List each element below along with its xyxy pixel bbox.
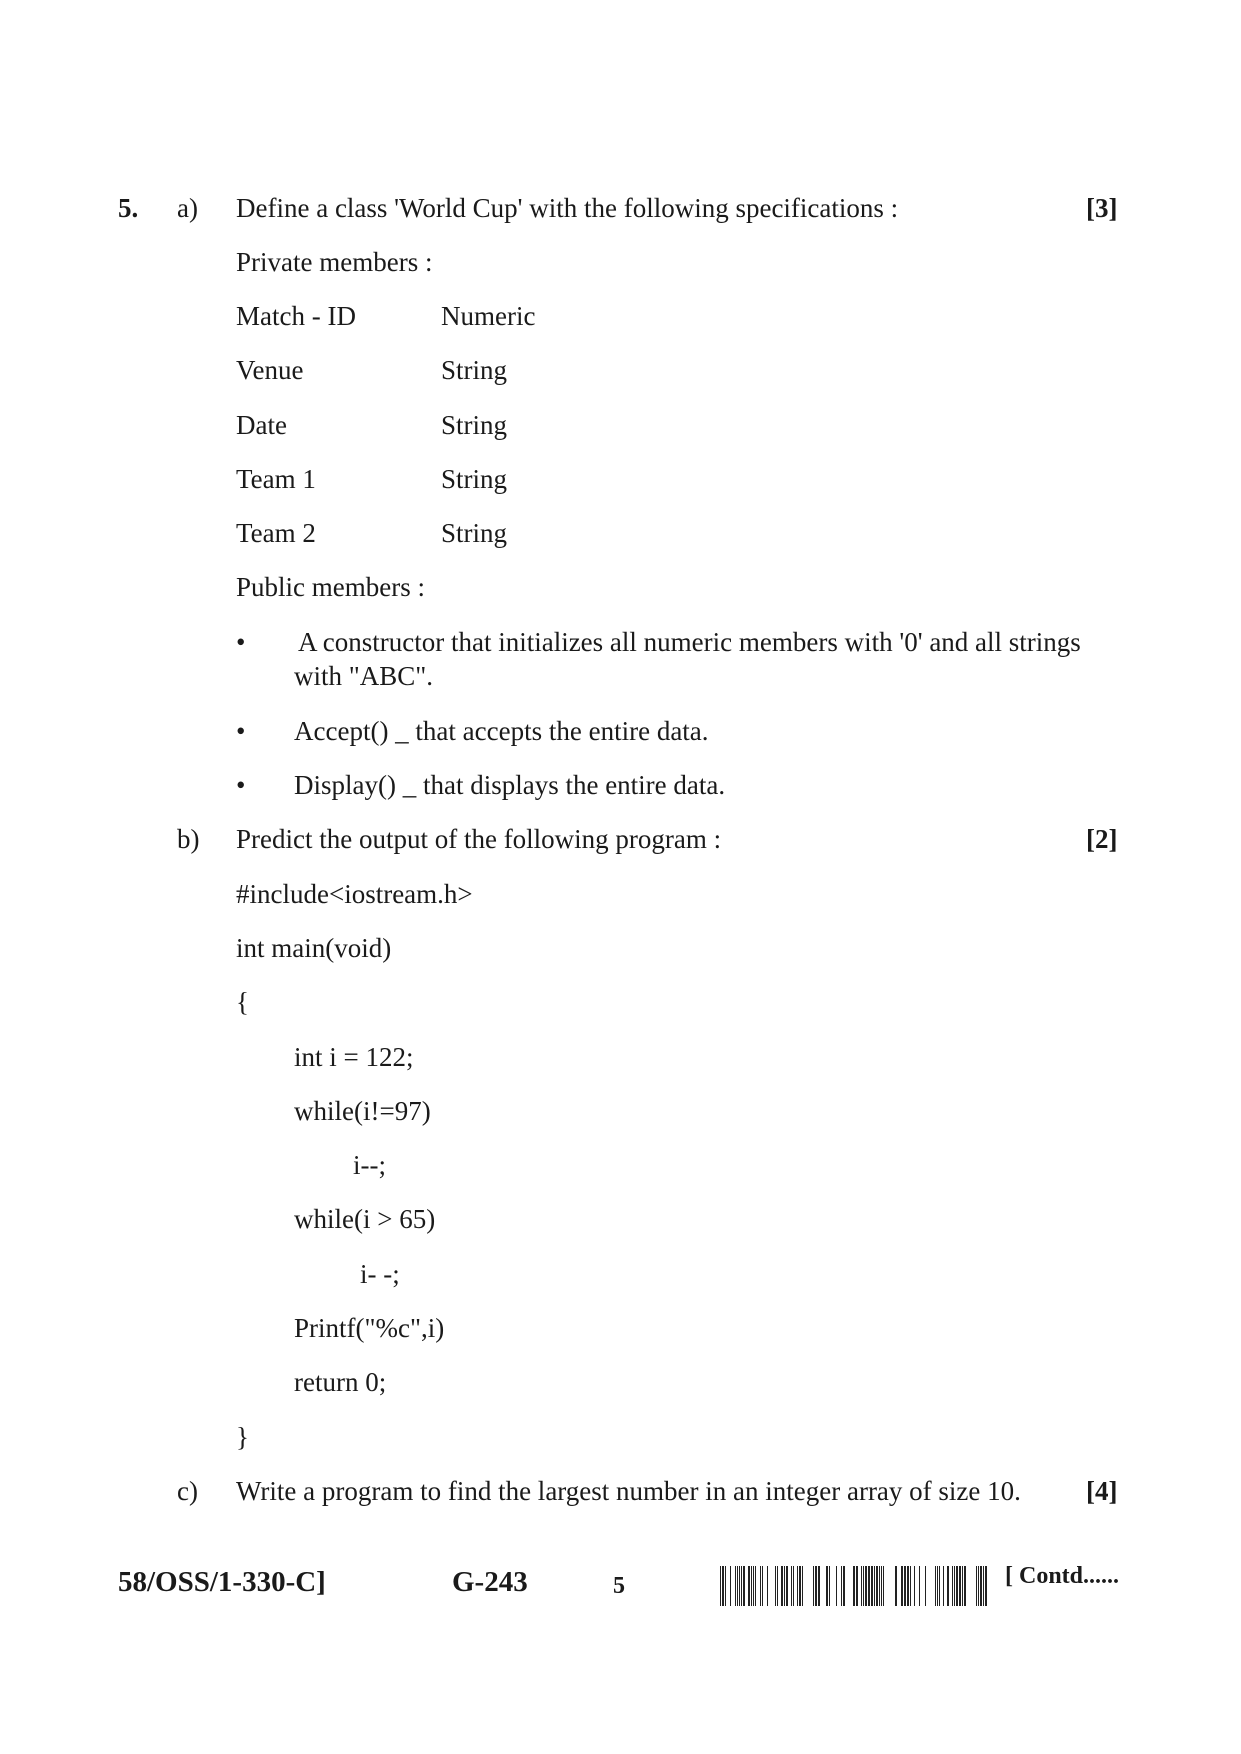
member-name: Team 2 bbox=[236, 518, 316, 548]
code-line: int i = 122; bbox=[294, 1042, 414, 1072]
code-line: { bbox=[236, 987, 249, 1017]
series-code: G-243 bbox=[452, 1566, 528, 1598]
code-line: return 0; bbox=[294, 1367, 387, 1397]
part-a-label: a) bbox=[177, 193, 198, 223]
member-name: Date bbox=[236, 410, 287, 440]
part-a-text: Define a class 'World Cup' with the following specifications : bbox=[236, 193, 899, 223]
part-a-marks: [3] bbox=[1086, 193, 1118, 223]
code-line: } bbox=[236, 1422, 249, 1452]
part-b-marks: [2] bbox=[1086, 824, 1118, 854]
member-name: Match - ID bbox=[236, 301, 356, 331]
bullet-icon: • bbox=[236, 627, 246, 657]
paper-code: 58/OSS/1-330-C] bbox=[118, 1566, 326, 1598]
bullet-icon: • bbox=[236, 770, 246, 800]
bullet-text: A constructor that initializes all numeric members with '0' and all strings bbox=[298, 627, 1081, 657]
question-number: 5. bbox=[118, 193, 139, 223]
part-b-label: b) bbox=[177, 824, 200, 854]
code-line: i- -; bbox=[360, 1259, 400, 1289]
bullet-text: Accept() _ that accepts the entire data. bbox=[294, 716, 709, 746]
part-c-label: c) bbox=[177, 1476, 198, 1506]
member-type: String bbox=[441, 518, 508, 548]
bullet-text-continued: with "ABC". bbox=[294, 661, 434, 691]
code-line: while(i!=97) bbox=[294, 1096, 431, 1126]
part-b-text: Predict the output of the following program : bbox=[236, 824, 722, 854]
code-line: while(i > 65) bbox=[294, 1204, 436, 1234]
member-type: String bbox=[441, 464, 508, 494]
member-type: Numeric bbox=[441, 301, 536, 331]
member-name: Team 1 bbox=[236, 464, 316, 494]
barcode bbox=[720, 1566, 990, 1606]
code-line: int main(void) bbox=[236, 933, 392, 963]
bullet-text: Display() _ that displays the entire data. bbox=[294, 770, 726, 800]
code-line: Printf("%c",i) bbox=[294, 1313, 445, 1343]
part-c-text: Write a program to find the largest number in an integer array of size 10. bbox=[236, 1476, 1021, 1506]
continued-label: [ Contd...... bbox=[1005, 1563, 1120, 1589]
public-members-heading: Public members : bbox=[236, 572, 425, 602]
page-number: 5 bbox=[613, 1573, 625, 1599]
member-name: Venue bbox=[236, 355, 304, 385]
bullet-icon: • bbox=[236, 716, 246, 746]
member-type: String bbox=[441, 410, 508, 440]
code-line: #include<iostream.h> bbox=[236, 879, 473, 909]
private-members-heading: Private members : bbox=[236, 247, 433, 277]
part-c-marks: [4] bbox=[1086, 1476, 1118, 1506]
member-type: String bbox=[441, 355, 508, 385]
code-line: i--; bbox=[353, 1150, 386, 1180]
